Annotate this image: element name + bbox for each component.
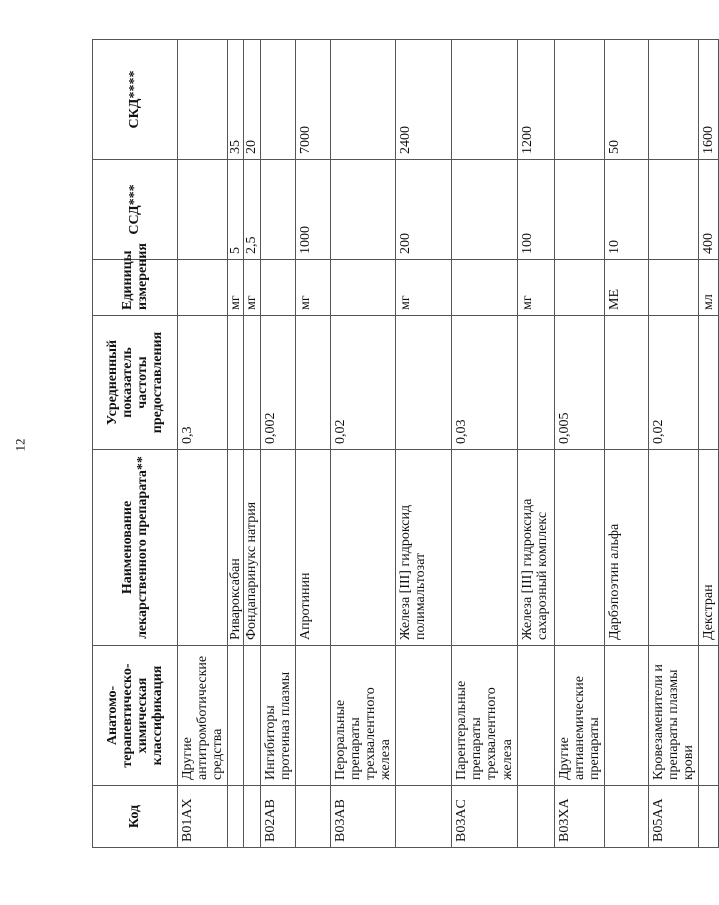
cell-frequency (396, 316, 452, 450)
cell-ssd: 1000 (295, 160, 330, 260)
header-code: Код (93, 786, 178, 848)
cell-unit: мг (517, 260, 554, 316)
cell-code: B03AB (330, 786, 395, 848)
table-row (699, 40, 719, 848)
cell-frequency (604, 316, 648, 450)
table-row (244, 40, 260, 848)
cell-drug: Апротинин (295, 450, 330, 646)
cell-unit (260, 260, 295, 316)
cell-frequency: 0,02 (330, 316, 395, 450)
cell-ssd: 100 (517, 160, 554, 260)
drug-table (92, 39, 719, 848)
cell-code (699, 786, 719, 848)
cell-skd: 7000 (295, 40, 330, 160)
cell-unit: мг (244, 260, 260, 316)
cell-frequency (517, 316, 554, 450)
cell-skd: 2400 (396, 40, 452, 160)
cell-frequency (228, 316, 244, 450)
cell-skd: 35 (228, 40, 244, 160)
cell-ssd (452, 160, 517, 260)
cell-unit (178, 260, 228, 316)
table-row (554, 40, 604, 848)
cell-drug (452, 450, 517, 646)
header-skd: СКД**** (93, 40, 178, 160)
cell-code (244, 786, 260, 848)
cell-ssd: 400 (699, 160, 719, 260)
table-header-row (93, 40, 178, 848)
header-drug: Наименование лекарственного препарата** (93, 450, 178, 646)
cell-code (396, 786, 452, 848)
cell-unit: мг (295, 260, 330, 316)
cell-frequency (295, 316, 330, 450)
cell-ssd: 2,5 (244, 160, 260, 260)
header-unit: Единицы измерения (93, 260, 178, 316)
cell-unit: мл (699, 260, 719, 316)
cell-atc: Другие антитромботические средства (178, 646, 228, 786)
cell-drug: Ривароксабан (228, 450, 244, 646)
page-number: 12 (12, 438, 28, 452)
table-row (228, 40, 244, 848)
cell-atc (244, 646, 260, 786)
cell-skd (330, 40, 395, 160)
cell-drug: Железа [III] гидроксид полимальтозат (396, 450, 452, 646)
cell-ssd (648, 160, 698, 260)
header-ssd: ССД*** (93, 160, 178, 260)
table-row (260, 40, 295, 848)
table-row (396, 40, 452, 848)
cell-code: B03AC (452, 786, 517, 848)
cell-skd: 1200 (517, 40, 554, 160)
cell-skd: 1600 (699, 40, 719, 160)
cell-unit: мг (396, 260, 452, 316)
cell-unit (330, 260, 395, 316)
cell-skd: 20 (244, 40, 260, 160)
cell-atc: Ингибиторы протеиназ плазмы (260, 646, 295, 786)
cell-skd (554, 40, 604, 160)
cell-atc: Пероральные препараты трехвалентного железа (330, 646, 395, 786)
cell-skd (260, 40, 295, 160)
cell-skd: 50 (604, 40, 648, 160)
cell-drug: Железа [III] гидроксида сахарозный комплекс (517, 450, 554, 646)
table-row (330, 40, 395, 848)
cell-code (604, 786, 648, 848)
cell-atc: Другие антианемические препараты (554, 646, 604, 786)
cell-atc (396, 646, 452, 786)
cell-ssd: 10 (604, 160, 648, 260)
cell-unit (648, 260, 698, 316)
cell-drug: Дарбэпоэтин альфа (604, 450, 648, 646)
table-row (295, 40, 330, 848)
cell-unit: мг (228, 260, 244, 316)
table-row (452, 40, 517, 848)
cell-code: B05AA (648, 786, 698, 848)
cell-ssd: 200 (396, 160, 452, 260)
cell-frequency: 0,02 (648, 316, 698, 450)
cell-skd (648, 40, 698, 160)
cell-unit: МЕ (604, 260, 648, 316)
cell-frequency: 0,03 (452, 316, 517, 450)
rotated-table-container (92, 40, 717, 848)
cell-drug (330, 450, 395, 646)
cell-frequency (699, 316, 719, 450)
header-atc: Анатомо-терапевтическо-химическая классификация (93, 646, 178, 786)
cell-ssd (178, 160, 228, 260)
cell-frequency (244, 316, 260, 450)
cell-code (517, 786, 554, 848)
cell-unit (452, 260, 517, 316)
cell-atc (604, 646, 648, 786)
cell-code: B01AX (178, 786, 228, 848)
cell-atc: Кровезаменители и препараты плазмы крови (648, 646, 698, 786)
cell-ssd: 5 (228, 160, 244, 260)
cell-drug: Фондапаринукс натрия (244, 450, 260, 646)
cell-atc: Парентеральные препараты трехвалентного железа (452, 646, 517, 786)
cell-atc (517, 646, 554, 786)
table-row (178, 40, 228, 848)
cell-unit (554, 260, 604, 316)
cell-code (295, 786, 330, 848)
cell-atc (699, 646, 719, 786)
cell-ssd (330, 160, 395, 260)
cell-drug (260, 450, 295, 646)
cell-skd (178, 40, 228, 160)
cell-ssd (260, 160, 295, 260)
cell-code (228, 786, 244, 848)
cell-code: B03XA (554, 786, 604, 848)
cell-drug (178, 450, 228, 646)
cell-code: B02AB (260, 786, 295, 848)
cell-frequency: 0,002 (260, 316, 295, 450)
table-row (648, 40, 698, 848)
table-row (604, 40, 648, 848)
cell-ssd (554, 160, 604, 260)
cell-atc (295, 646, 330, 786)
cell-frequency: 0,005 (554, 316, 604, 450)
cell-atc (228, 646, 244, 786)
cell-drug (648, 450, 698, 646)
header-frequency: Усредненный показатель частоты предоставления (93, 316, 178, 450)
table-row (517, 40, 554, 848)
cell-skd (452, 40, 517, 160)
cell-drug (554, 450, 604, 646)
cell-drug: Декстран (699, 450, 719, 646)
cell-frequency: 0,3 (178, 316, 228, 450)
